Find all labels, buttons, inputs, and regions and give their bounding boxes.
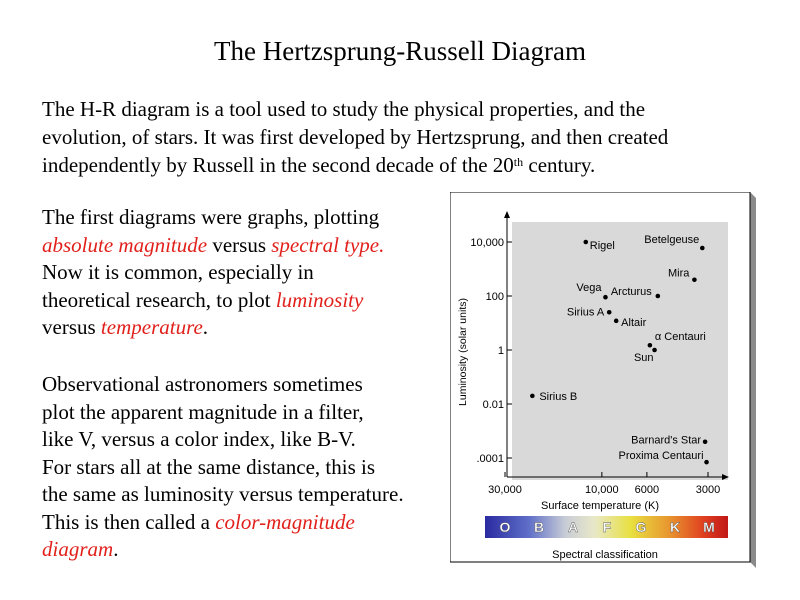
x-tick-label: 10,000 xyxy=(585,484,619,496)
star-label: Betelgeuse xyxy=(644,233,700,246)
plotting-line-4-text: theoretical research, to plot xyxy=(42,287,276,312)
star-label: Proxima Centauri xyxy=(618,450,704,463)
plotting-line-1: The first diagrams were graphs, plotting xyxy=(42,205,380,229)
spectral-class-letter: B xyxy=(533,519,545,535)
star-label: Vega xyxy=(576,282,602,295)
spectral-classification-label: Spectral classification xyxy=(552,549,658,561)
hr-diagram-figure xyxy=(450,192,756,568)
x-tick-label: 30,000 xyxy=(488,484,522,496)
page-title: The Hertzsprung-Russell Diagram xyxy=(214,36,586,66)
observational-line-7 xyxy=(42,536,452,564)
star-label: Sirius B xyxy=(539,390,578,403)
y-tick-label: 1 xyxy=(497,345,504,357)
observational-line-2: plot the apparent magnitude in a filter, xyxy=(42,399,364,424)
term-temperature: temperature xyxy=(100,315,203,339)
intro-line-3 xyxy=(42,151,772,179)
star-label: Arcturus xyxy=(610,286,652,298)
spectral-class-letter: F xyxy=(602,519,612,535)
frame-shadow-right xyxy=(750,192,756,568)
y-tick-label: 100 xyxy=(485,291,504,303)
plotting-period: . xyxy=(202,315,209,339)
star-point xyxy=(703,439,708,444)
star-point xyxy=(648,343,653,348)
plotting-versus-1: versus xyxy=(207,232,272,257)
term-diagram: diagram xyxy=(42,537,114,561)
intro-line-3-end: century. xyxy=(523,153,596,177)
star-label: Sirius A xyxy=(566,306,605,319)
observational-period: . xyxy=(113,537,119,561)
y-tick-label: 10,000 xyxy=(470,237,504,249)
y-tick-label: 0.01 xyxy=(482,399,504,411)
x-tick-label: 6000 xyxy=(634,484,660,496)
intro-line-1: The H-R diagram is a tool used to study the physical properties, and the xyxy=(42,97,646,121)
term-absolute-magnitude: absolute magnitude xyxy=(42,232,208,257)
plotting-line-2 xyxy=(42,232,442,260)
plotting-line-4 xyxy=(42,287,442,315)
intro-line-3-text: independently by Russell in the second decade of the 20 xyxy=(42,153,514,177)
y-axis-label: Luminosity (solar units) xyxy=(457,298,469,406)
term-spectral-type: spectral type. xyxy=(271,232,385,257)
observational-paragraph xyxy=(42,371,452,564)
observational-line-4: For stars all at the same distance, this is xyxy=(42,454,376,479)
plotting-paragraph xyxy=(42,204,442,342)
term-color-magnitude: color-magnitude xyxy=(215,509,355,534)
intro-paragraph xyxy=(42,95,772,179)
intro-line-2: evolution, of stars. It was first developed by Hertzsprung, and then created xyxy=(42,125,669,149)
spectral-class-letter: M xyxy=(703,519,715,535)
ordinal-suffix: th xyxy=(513,155,524,169)
observational-line-5: the same as luminosity versus temperature. xyxy=(42,482,404,506)
observational-line-6-text: This is then called a xyxy=(42,509,216,534)
star-point xyxy=(614,319,619,324)
star-label: Rigel xyxy=(589,240,615,252)
observational-line-6 xyxy=(42,509,452,537)
y-tick-label: .0001 xyxy=(476,453,504,465)
star-point xyxy=(530,394,535,399)
star-point xyxy=(656,294,661,299)
observational-line-3: like V, versus a color index, like B-V. xyxy=(42,427,356,451)
observational-line-1: Observational astronomers sometimes xyxy=(42,372,363,396)
star-point xyxy=(704,460,709,465)
x-axis-label: Surface temperature (K) xyxy=(541,500,659,512)
spectral-class-letter: O xyxy=(499,519,511,535)
plotting-line-3: Now it is common, especially in xyxy=(42,260,314,284)
star-point xyxy=(700,246,705,251)
star-label: Altair xyxy=(621,316,647,329)
spectral-class-letter: G xyxy=(635,519,647,535)
term-luminosity: luminosity xyxy=(275,287,364,312)
spectral-class-letter: K xyxy=(669,519,681,535)
star-point xyxy=(692,277,697,282)
star-point xyxy=(607,310,612,315)
hr-diagram-svg xyxy=(450,192,756,568)
star-point xyxy=(603,295,608,300)
plotting-line-5 xyxy=(42,314,442,342)
spectral-class-letter: A xyxy=(567,519,579,535)
star-label: Barnard's Star xyxy=(631,434,702,447)
star-label: Sun xyxy=(633,352,654,364)
star-point xyxy=(583,240,588,245)
x-tick-label: 3000 xyxy=(695,484,721,496)
star-label: α Centauri xyxy=(654,331,706,344)
star-label: Mira xyxy=(668,267,690,280)
plotting-versus-2: versus xyxy=(42,315,101,339)
